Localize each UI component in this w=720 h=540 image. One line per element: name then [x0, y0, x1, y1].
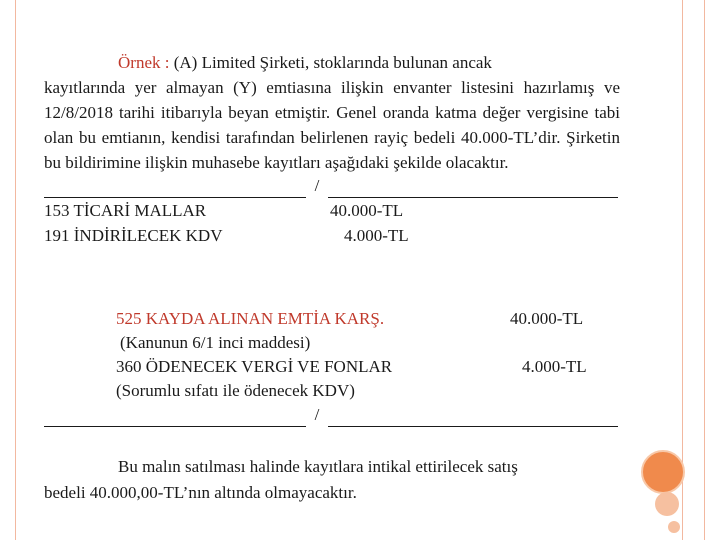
debit-account: 191 İNDİRİLECEK KDV	[44, 226, 223, 245]
rule-left	[44, 181, 306, 198]
example-label: Örnek :	[118, 53, 170, 72]
journal-credit-row	[116, 354, 620, 378]
debit-account: 153 TİCARİ MALLAR	[44, 201, 207, 220]
journal-separator: /	[314, 405, 320, 424]
example-paragraph	[44, 50, 620, 175]
debit-amount: 4.000-TL	[344, 226, 409, 245]
journal-credits	[116, 306, 620, 402]
decor-circle-medium	[655, 492, 679, 516]
credit-note: (Sorumlu sıfatı ile ödenecek KDV)	[116, 381, 355, 400]
credit-account: 360 ÖDENECEK VERGİ VE FONLAR	[116, 357, 393, 376]
journal-debit-row	[44, 223, 620, 248]
conclusion-line-2: bedeli 40.000,00-TL’nın altında olmayacaktır.	[44, 483, 357, 502]
example-block	[44, 50, 620, 248]
credit-note: (Kanunun 6/1 inci maddesi)	[120, 333, 311, 352]
conclusion-paragraph	[44, 454, 620, 506]
journal-credit-row	[116, 306, 620, 330]
journal-credit-note	[116, 378, 620, 402]
journal-rule-bottom	[44, 402, 618, 427]
journal-debit-row	[44, 198, 620, 223]
decor-line	[682, 0, 683, 540]
decor-circle-large	[641, 450, 685, 494]
credit-amount: 4.000-TL	[522, 357, 587, 376]
example-first-line	[44, 50, 620, 75]
conclusion-line-1: Bu malın satılması halinde kayıtlara intikal ettirilecek satış	[118, 457, 518, 476]
journal-separator: /	[314, 176, 320, 195]
credit-amount: 40.000-TL	[510, 309, 584, 328]
rule-right	[328, 410, 618, 427]
debit-amount: 40.000-TL	[330, 201, 404, 220]
example-intro: (A) Limited Şirketi, stoklarında bulunan ancak	[173, 53, 492, 72]
rule-right	[328, 181, 618, 198]
journal-rule-top	[44, 173, 620, 198]
example-body: kayıtlarında yer almayan (Y) emtiasına ilişkin envanter listesini hazırlamış ve 12/8/2018 tarihi itibarıyla beyan etmiştir. Genel oranda katma değer vergisine tabi olan bu emtianın, kendisi tarafından belirlenen rayiç bedeli 40.000-TL’dir. Şirketin bu bildirimine ilişkin muhasebe kayıtları aşağıdaki şekilde olacaktır.	[44, 78, 620, 172]
decor-circle-small	[668, 521, 680, 533]
journal-credit-note	[116, 330, 620, 354]
rule-left	[44, 410, 306, 427]
credit-account: 525 KAYDA ALINAN EMTİA KARŞ.	[116, 309, 385, 328]
